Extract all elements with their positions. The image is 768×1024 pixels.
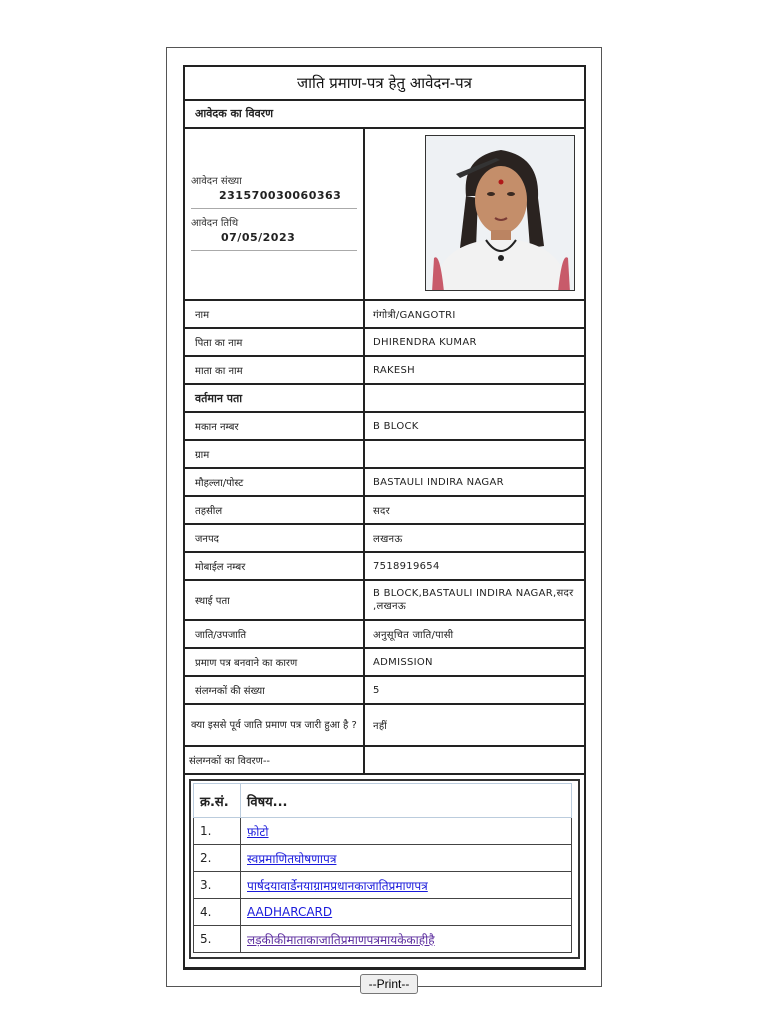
detail-value: लखनऊ (373, 534, 403, 545)
detail-row (185, 413, 584, 441)
subject-header: विषय... (241, 784, 572, 818)
table-row (194, 845, 572, 872)
attachment-link[interactable]: AADHARCARD (247, 905, 333, 919)
detail-label: संलग्नकों की संख्या (185, 677, 365, 703)
detail-row (185, 469, 584, 497)
detail-value: नहीं (373, 721, 388, 732)
detail-value: ADMISSION (373, 656, 433, 668)
applicant-details (185, 301, 584, 775)
detail-row (185, 301, 584, 329)
application-summary (185, 129, 584, 301)
table-row (194, 818, 572, 845)
section-heading: आवेदक का विवरण (185, 101, 584, 129)
detail-value: BASTAULI INDIRA NAGAR (373, 476, 504, 488)
detail-value: 7518919654 (373, 560, 440, 572)
detail-label: मोबाईल नम्बर (185, 553, 365, 579)
detail-label: प्रमाण पत्र बनवाने का कारण (185, 649, 365, 675)
detail-label: पिता का नाम (185, 329, 365, 355)
detail-value: B BLOCK (373, 420, 419, 432)
detail-row (185, 357, 584, 385)
application-date-value: 07/05/2023 (221, 231, 296, 244)
detail-row (185, 385, 584, 413)
detail-row (185, 525, 584, 553)
form-title: जाति प्रमाण-पत्र हेतु आवेदन-पत्र (185, 67, 584, 101)
detail-value (365, 385, 584, 411)
table-row (194, 926, 572, 953)
detail-label: जनपद (185, 525, 365, 551)
attachments-table (193, 783, 572, 953)
detail-value: B BLOCK,BASTAULI INDIRA NAGAR,सदर ,लखनऊ (373, 588, 574, 612)
detail-row (185, 649, 584, 677)
application-date-label: आवेदन तिथि (191, 218, 239, 229)
table-row (194, 899, 572, 926)
detail-label: ग्राम (185, 441, 365, 467)
serial-cell: 4. (194, 899, 241, 926)
detail-label: नाम (185, 301, 365, 327)
detail-row (185, 747, 584, 775)
application-form (183, 65, 586, 991)
print-button[interactable]: --Print-- (360, 974, 418, 994)
detail-row (185, 581, 584, 621)
applicant-photo (425, 135, 575, 291)
table-row (194, 872, 572, 899)
serial-cell: 1. (194, 818, 241, 845)
applicant-photo-icon (426, 136, 575, 291)
detail-value: सदर (373, 506, 391, 517)
detail-row (185, 441, 584, 469)
serial-header: क्र.सं. (194, 784, 241, 818)
serial-cell: 2. (194, 845, 241, 872)
application-number-label: आवेदन संख्या (191, 176, 242, 187)
detail-label: संलग्नकों का विवरण-- (185, 747, 365, 773)
detail-value: DHIRENDRA KUMAR (373, 336, 477, 348)
detail-row (185, 677, 584, 705)
detail-label: जाति/उपजाति (185, 621, 365, 647)
attachment-link[interactable]: फ़ोटो (247, 824, 269, 839)
attachment-link[interactable]: लड़कीकीमाताकाजातिप्रमाणपत्रमायकेकाहीहै (247, 932, 435, 947)
detail-label: वर्तमान पता (185, 385, 365, 411)
detail-row (185, 329, 584, 357)
application-meta (185, 129, 365, 299)
detail-row (185, 497, 584, 525)
detail-value: गंगोत्री/GANGOTRI (373, 310, 456, 321)
attachments-section (185, 775, 584, 969)
detail-label: मकान नम्बर (185, 413, 365, 439)
detail-value: RAKESH (373, 364, 415, 376)
detail-value (365, 441, 584, 467)
detail-label: क्या इससे पूर्व जाति प्रमाण पत्र जारी हुआ है ? (185, 705, 365, 745)
detail-label: स्थाई पता (185, 581, 365, 619)
detail-label: तहसील (185, 497, 365, 523)
detail-value: 5 (373, 684, 380, 696)
detail-row (185, 621, 584, 649)
application-number-value: 231570030060363 (219, 189, 342, 202)
serial-cell: 5. (194, 926, 241, 953)
detail-value (365, 747, 584, 773)
serial-cell: 3. (194, 872, 241, 899)
detail-row (185, 705, 584, 747)
detail-value: अनुसूचित जाति/पासी (373, 630, 454, 641)
detail-label: मौहल्ला/पोस्ट (185, 469, 365, 495)
detail-label: माता का नाम (185, 357, 365, 383)
attachment-link[interactable]: स्वप्रमाणितघोषणापत्र (247, 851, 337, 866)
attachment-link[interactable]: पार्षदयावार्डेनयाग्रामप्रधानकाजातिप्रमाणपत्र (247, 878, 428, 893)
print-row (185, 969, 584, 999)
attachments-header-row (194, 784, 572, 818)
detail-row (185, 553, 584, 581)
